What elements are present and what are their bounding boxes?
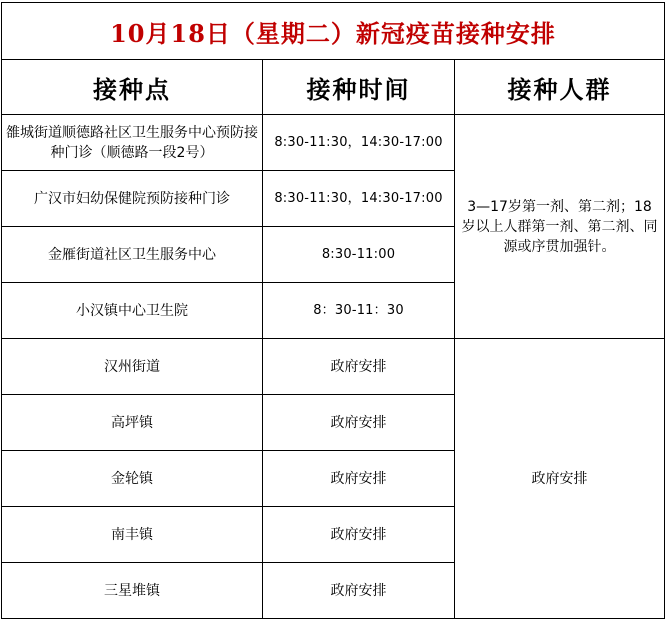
header-population: 接种人群	[455, 60, 665, 115]
time-cell: 8:30-11:30，14:30-17:00	[263, 171, 455, 227]
time-cell: 政府安排	[263, 507, 455, 563]
site-cell: 雒城街道顺德路社区卫生服务中心预防接种门诊（顺德路一段2号）	[2, 115, 263, 171]
page-title: 10月18日（星期二）新冠疫苗接种安排	[2, 3, 665, 60]
vaccination-schedule-table	[1, 2, 665, 619]
site-cell: 广汉市妇幼保健院预防接种门诊	[2, 171, 263, 227]
site-cell: 金轮镇	[2, 451, 263, 507]
population-cell: 3—17岁第一剂、第二剂；18岁以上人群第一剂、第二剂、同源或序贯加强针。	[455, 115, 665, 339]
table-row	[2, 339, 665, 395]
site-cell: 金雁街道社区卫生服务中心	[2, 227, 263, 283]
time-cell: 政府安排	[263, 451, 455, 507]
time-cell: 政府安排	[263, 563, 455, 619]
population-cell: 政府安排	[455, 339, 665, 619]
time-cell: 8:30-11:30，14:30-17:00	[263, 115, 455, 171]
header-site: 接种点	[2, 60, 263, 115]
site-cell: 小汉镇中心卫生院	[2, 283, 263, 339]
title-row	[2, 3, 665, 60]
header-time: 接种时间	[263, 60, 455, 115]
site-cell: 三星堆镇	[2, 563, 263, 619]
time-cell: 政府安排	[263, 339, 455, 395]
site-cell: 南丰镇	[2, 507, 263, 563]
table-row	[2, 115, 665, 171]
header-row	[2, 60, 665, 115]
time-cell: 政府安排	[263, 395, 455, 451]
site-cell: 高坪镇	[2, 395, 263, 451]
site-cell: 汉州街道	[2, 339, 263, 395]
time-cell: 8：30-11：30	[263, 283, 455, 339]
time-cell: 8:30-11:00	[263, 227, 455, 283]
